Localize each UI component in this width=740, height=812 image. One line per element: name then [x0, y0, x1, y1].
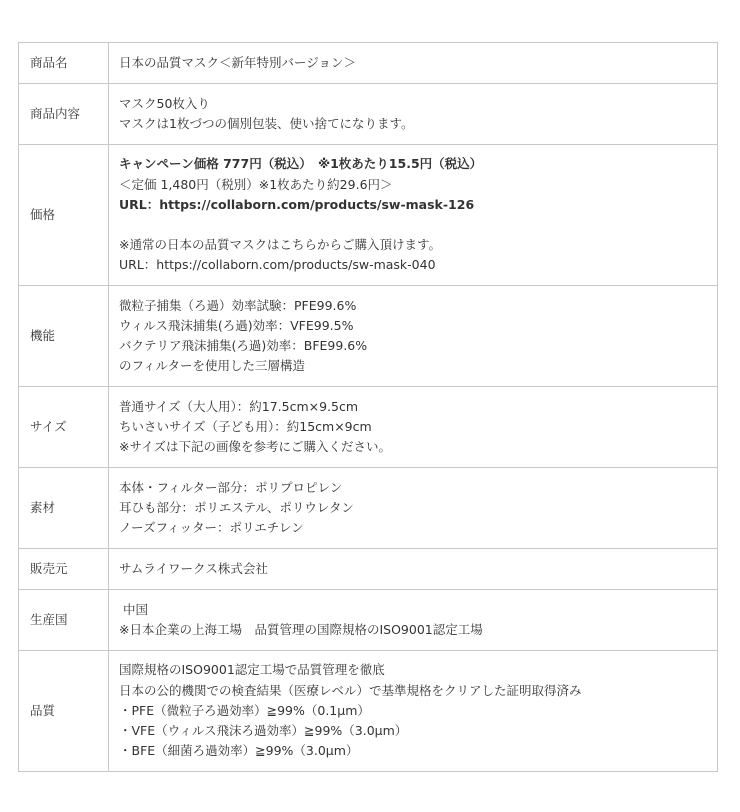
row-value	[109, 468, 718, 549]
spec-row-contents	[19, 84, 718, 145]
value-line: のフィルターを使用した三層構造	[119, 358, 306, 374]
value-line: ・BFE（細菌ろ過効率）≧99%（3.0μm）	[119, 743, 359, 759]
row-value	[109, 286, 718, 387]
campaign-price-line: キャンペーン価格 777円（税込） ※1枚あたり15.5円（税込）	[119, 156, 483, 172]
spec-row-size	[19, 387, 718, 468]
row-label: 素材	[19, 468, 109, 549]
row-value	[109, 590, 718, 651]
value-line: マスク50枚入り	[119, 95, 210, 111]
row-value	[109, 84, 718, 145]
value-line: ※通常の日本の品質マスクはこちらからご購入頂けます。	[119, 237, 441, 253]
spec-row-product-name	[19, 43, 718, 84]
row-label: 販売元	[19, 549, 109, 590]
row-value	[109, 549, 718, 590]
value-line: ・PFE（微粒子ろ過効率）≧99%（0.1μm）	[119, 702, 370, 718]
row-label: 機能	[19, 286, 109, 387]
value-line: 日本の品質マスク＜新年特別バージョン＞	[119, 54, 357, 70]
row-label: 生産国	[19, 590, 109, 651]
value-line: 耳ひも部分：ポリエステル、ポリウレタン	[119, 499, 354, 515]
value-line: ※日本企業の上海工場 品質管理の国際規格のISO9001認定工場	[119, 622, 483, 637]
spec-row-price	[19, 145, 718, 286]
spacer	[119, 215, 707, 235]
value-line: ちいさいサイズ（子ども用）：約15cm×9cm	[119, 418, 372, 434]
value-line: 中国	[123, 601, 149, 617]
row-label: 商品名	[19, 43, 109, 84]
value-line: 普通サイズ（大人用）：約17.5cm×9.5cm	[119, 398, 359, 414]
spec-row-material	[19, 468, 718, 549]
value-line: 微粒子捕集（ろ過）効率試験：PFE99.6%	[119, 297, 357, 313]
value-line: サムライワークス株式会社	[119, 560, 268, 576]
list-price-line: ＜定価 1,480円（税別）※1枚あたり約29.6円＞	[119, 176, 393, 192]
row-label: 品質	[19, 651, 109, 772]
spec-row-quality	[19, 651, 718, 772]
value-line: ・VFE（ウィルス飛沫ろ過効率）≧99%（3.0μm）	[119, 723, 408, 739]
row-value	[109, 651, 718, 772]
spec-row-country	[19, 590, 718, 651]
value-line: 日本の公的機関での検査結果（医療レベル）で基準規格をクリアした証明取得済み	[119, 682, 582, 698]
row-value	[109, 145, 718, 286]
row-label: サイズ	[19, 387, 109, 468]
product-spec-table	[18, 42, 718, 772]
spec-row-seller	[19, 549, 718, 590]
value-line: 国際規格のISO9001認定工場で品質管理を徹底	[119, 662, 385, 678]
value-line: ノーズフィッター：ポリエチレン	[119, 520, 304, 536]
row-value	[109, 387, 718, 468]
value-line: 本体・フィルター部分：ポリプロピレン	[119, 479, 343, 495]
value-line: マスクは1枚づつの個別包装、使い捨てになります。	[119, 116, 414, 131]
value-line: ※サイズは下記の画像を参考にご購入ください。	[119, 439, 391, 455]
value-line: バクテリア飛沫捕集(ろ過)効率：BFE99.6%	[119, 338, 368, 353]
row-label: 価格	[19, 145, 109, 286]
campaign-url-link[interactable]: URL：https://collaborn.com/products/sw-mask-126	[119, 196, 475, 212]
value-line: ウィルス飛沫捕集(ろ過)効率：VFE99.5%	[119, 317, 354, 333]
row-label: 商品内容	[19, 84, 109, 145]
row-value	[109, 43, 718, 84]
spec-row-function	[19, 286, 718, 387]
regular-url-link[interactable]: URL：https://collaborn.com/products/sw-mask-040	[119, 257, 436, 273]
